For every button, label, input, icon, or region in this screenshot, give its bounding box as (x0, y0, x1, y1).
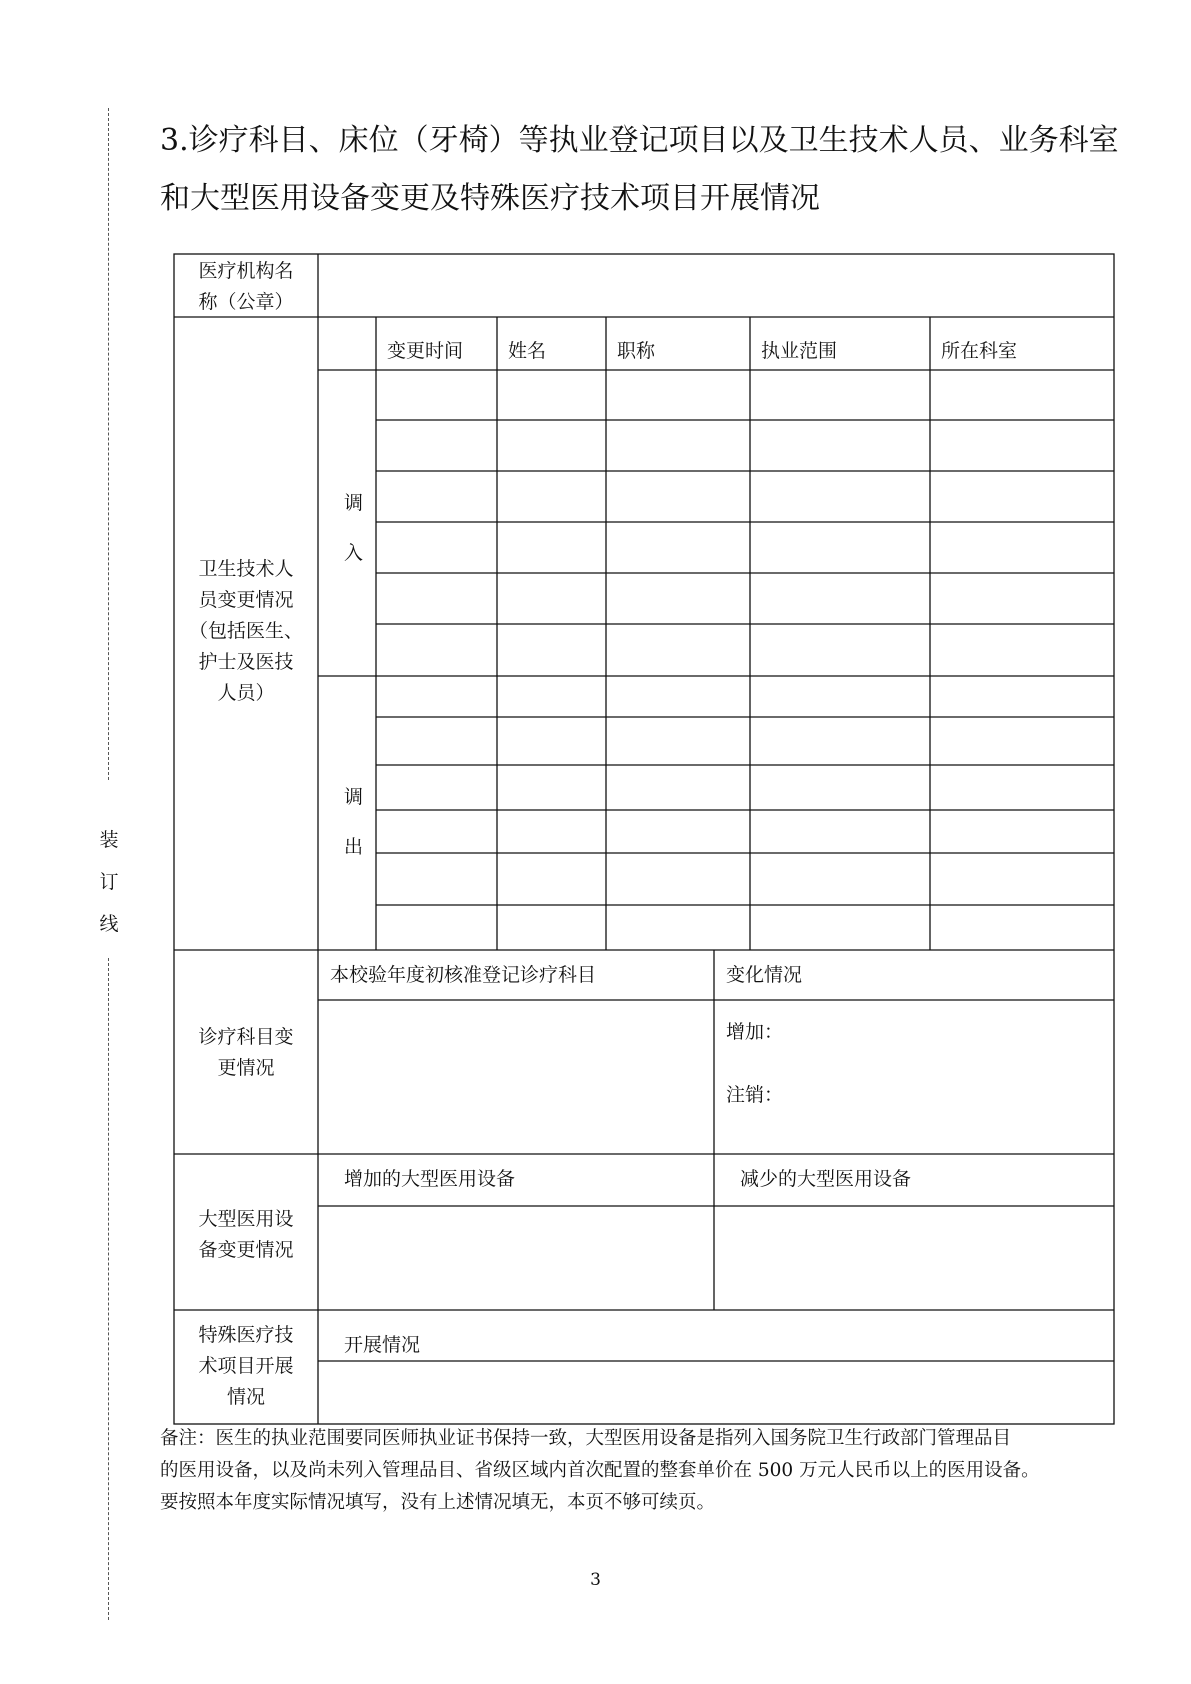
label-line: 卫生技术人 (198, 558, 294, 580)
transfer-in-label-char: 入 (344, 542, 364, 564)
departments-cancelled-label: 注销： (726, 1084, 784, 1106)
department-change-label (176, 1022, 316, 1084)
institution-name-field[interactable] (320, 256, 1112, 315)
equipment-change-label (176, 1204, 316, 1266)
label-line: 术项目开展 (198, 1355, 294, 1377)
label-line: 情况 (226, 1386, 265, 1408)
column-header-practice-scope: 执业范围 (761, 340, 838, 362)
column-header-name: 姓名 (508, 340, 547, 362)
label-line: 医疗机构名 (198, 260, 294, 282)
label-line: 护士及医技 (198, 651, 294, 673)
transfer-out-label-char: 出 (344, 836, 364, 858)
column-header-title: 职称 (617, 340, 656, 362)
footnote-line: 要按照本年度实际情况填写，没有上述情况填无，本页不够可续页。 (160, 1492, 716, 1513)
reduced-equipment-header: 减少的大型医用设备 (740, 1168, 912, 1190)
transfer-out-label-char: 调 (344, 786, 364, 808)
footnote (160, 1423, 1140, 1519)
label-line: 诊疗科目变 (198, 1026, 294, 1048)
departments-added-label: 增加： (726, 1021, 784, 1043)
transfer-in-label-char: 调 (344, 492, 364, 514)
page-number: 3 (590, 1570, 601, 1590)
label-line: 特殊医疗技 (198, 1324, 294, 1346)
label-line: 更情况 (217, 1057, 275, 1079)
institution-name-label (176, 256, 316, 318)
binding-char: 线 (99, 913, 119, 935)
binding-char: 装 (99, 829, 119, 851)
heading-line-1: 3.诊疗科目、床位（牙椅）等执业登记项目以及卫生技术人员、业务科室 (160, 123, 1119, 158)
staff-change-label (176, 554, 316, 709)
label-line: 备变更情况 (198, 1239, 294, 1261)
heading-line-2: 和大型医用设备变更及特殊医疗技术项目开展情况 (160, 181, 820, 216)
change-status-header: 变化情况 (726, 964, 803, 986)
special-status-header: 开展情况 (344, 1334, 421, 1356)
label-line: 员变更情况 (198, 589, 294, 611)
footnote-line: 备注：医生的执业范围要同医师执业证书保持一致，大型医用设备是指列入国务院卫生行政部门管理品目 (160, 1428, 1012, 1449)
column-header-department: 所在科室 (941, 340, 1018, 362)
approved-departments-header: 本校验年度初核准登记诊疗科目 (330, 964, 597, 986)
column-header-change-time: 变更时间 (387, 340, 464, 362)
added-equipment-header: 增加的大型医用设备 (344, 1168, 516, 1190)
label-line: 大型医用设 (198, 1208, 294, 1230)
special-technique-label (176, 1320, 316, 1413)
binding-char: 订 (99, 871, 119, 893)
footnote-line: 的医用设备，以及尚未列入管理品目、省级区域内首次配置的整套单价在 500 万元人民币以上的医用设备。 (160, 1460, 1040, 1481)
label-line: 称（公章） (198, 291, 294, 313)
label-line: 人员） (217, 682, 275, 704)
label-line: （包括医生、 (188, 620, 303, 642)
